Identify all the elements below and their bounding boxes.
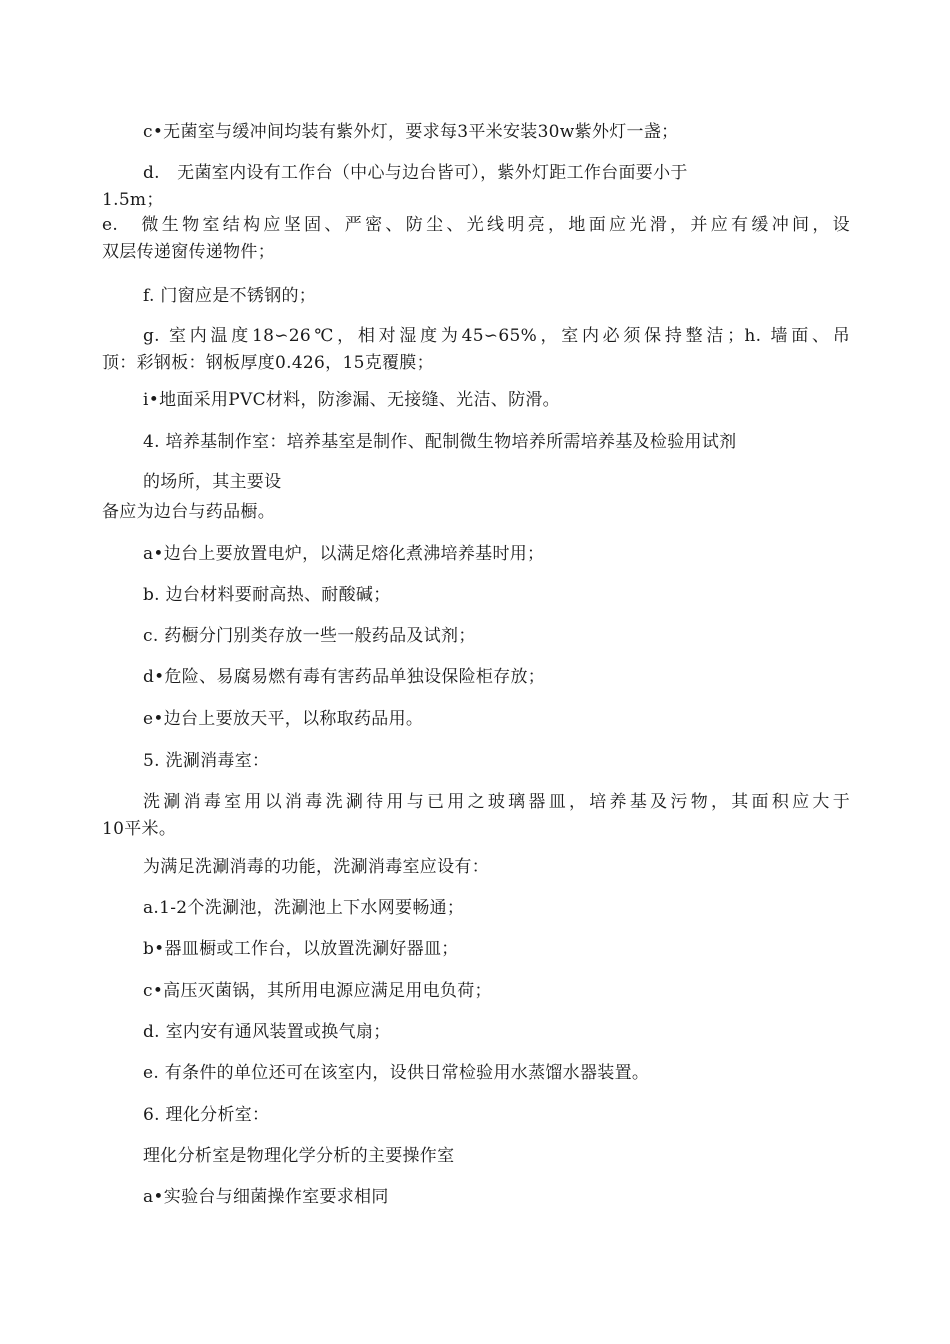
paragraph-line: f. 门窗应是不锈钢的；	[143, 286, 317, 306]
paragraph-line: e•边台上要放天平，以称取药品用。	[143, 709, 424, 729]
paragraph-line: 为满足洗涮消毒的功能，洗涮消毒室应设有：	[143, 857, 489, 877]
paragraph-line: d. 无菌室内设有工作台（中心与边台皆可），紫外灯距工作台面要小于	[143, 163, 688, 183]
paragraph-line: c•高压灭菌锅，其所用电源应满足用电负荷；	[143, 981, 492, 1001]
paragraph-line: 10平米。	[102, 819, 177, 839]
paragraph-line: b•器皿橱或工作台，以放置洗涮好器皿；	[143, 939, 459, 959]
paragraph-line: 备应为边台与药品橱。	[102, 502, 275, 522]
paragraph-line: d•危险、易腐易燃有毒有害药品单独设保险柜存放；	[143, 667, 546, 687]
paragraph-line: d. 室内安有通风装置或换气扇；	[143, 1022, 391, 1042]
paragraph-line: e. 微生物室结构应坚固、严密、防尘、光线明亮，地面应光滑，并应有缓冲间，设	[102, 215, 850, 235]
paragraph-line: c•无菌室与缓冲间均装有紫外灯，要求每3平米安装30w紫外灯一盏；	[143, 122, 679, 142]
paragraph-line: c. 药橱分门别类存放一些一般药品及试剂；	[143, 626, 476, 646]
paragraph-line: 4. 培养基制作室：培养基室是制作、配制微生物培养所需培养基及检验用试剂	[143, 432, 737, 452]
paragraph-line: g. 室内温度18∽26℃，相对湿度为45∽65%，室内必须保持整洁；h. 墙面、吊	[143, 326, 850, 346]
paragraph-line: a•实验台与细菌操作室要求相同	[143, 1187, 389, 1207]
paragraph-line: 的场所，其主要设	[143, 472, 282, 492]
paragraph-line: 双层传递窗传递物件；	[102, 242, 275, 262]
paragraph-line: 洗涮消毒室用以消毒洗涮待用与已用之玻璃器皿，培养基及污物，其面积应大于	[143, 792, 850, 812]
paragraph-line: a.1-2个洗涮池，洗涮池上下水网要畅通；	[143, 898, 465, 918]
paragraph-line: 6. 理化分析室：	[143, 1105, 270, 1125]
paragraph-line: i•地面采用PVC材料，防渗漏、无接缝、光洁、防滑。	[143, 390, 560, 410]
paragraph-line: 理化分析室是物理化学分析的主要操作室	[143, 1146, 455, 1166]
paragraph-line: 顶：彩钢板：钢板厚度0.426，15克覆膜；	[102, 353, 434, 373]
paragraph-line: e. 有条件的单位还可在该室内，设供日常检验用水蒸馏水器装置。	[143, 1063, 650, 1083]
paragraph-line: 1.5m；	[102, 190, 164, 210]
paragraph-line: 5. 洗涮消毒室：	[143, 751, 270, 771]
paragraph-line: b. 边台材料要耐高热、耐酸碱；	[143, 585, 391, 605]
paragraph-line: a•边台上要放置电炉，以满足熔化煮沸培养基时用；	[143, 544, 545, 564]
